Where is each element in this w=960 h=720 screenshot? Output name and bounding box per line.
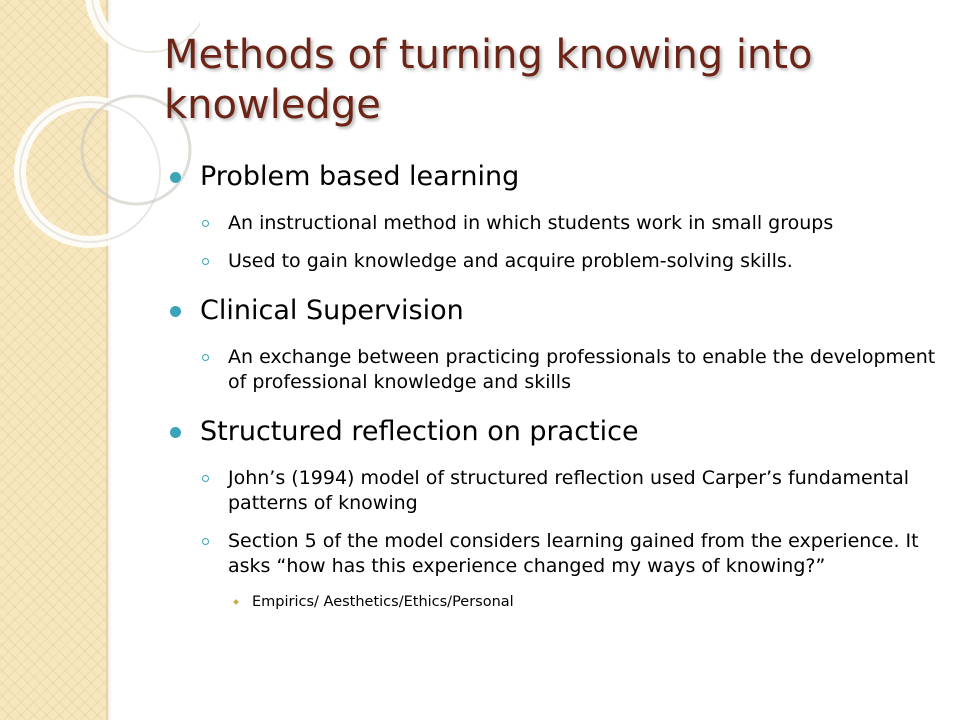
- subbullet-ring-icon: [202, 475, 209, 482]
- bullet-clinical-supervision: [166, 294, 936, 328]
- bullet-problem-based-learning: [166, 160, 936, 194]
- subbullet-text: Section 5 of the model considers learning gained from the experience. It asks “how has this experience changed my ways of knowing?”: [228, 530, 919, 577]
- subbullet: [166, 345, 936, 395]
- slide-title: Methods of turning knowing into knowledge: [164, 32, 813, 128]
- subsubbullet-text: Empirics/ Aesthetics/Ethics/Personal: [252, 594, 514, 610]
- bullet-dot-icon: [170, 172, 181, 183]
- subbullet-text: Used to gain knowledge and acquire problem-solving skills.: [228, 250, 793, 272]
- bullet-structured-reflection: [166, 415, 936, 449]
- bullet-text: Problem based learning: [200, 161, 520, 192]
- subbullet: [166, 249, 936, 274]
- bullet-dot-icon: [170, 306, 181, 317]
- bullet-dot-icon: [170, 427, 181, 438]
- subbullet-ring-icon: [202, 354, 209, 361]
- subbullet-ring-icon: [202, 538, 209, 545]
- slide-content: [166, 160, 936, 620]
- subbullet-ring-icon: [202, 258, 209, 265]
- subbullet: [166, 466, 936, 516]
- subbullet: [166, 529, 936, 579]
- bullet-text: Clinical Supervision: [200, 295, 464, 326]
- subbullet-text: John’s (1994) model of structured reflection used Carper’s fundamental patterns of knowing: [228, 467, 910, 514]
- subsubbullet: [166, 592, 936, 612]
- diamond-bullet-icon: [233, 599, 239, 605]
- subbullet: [166, 211, 936, 236]
- subbullet-ring-icon: [202, 220, 209, 227]
- subbullet-text: An exchange between practicing professionals to enable the development of professional knowledge and skills: [228, 346, 936, 393]
- bullet-text: Structured reflection on practice: [200, 416, 639, 447]
- subbullet-text: An instructional method in which students work in small groups: [228, 212, 834, 234]
